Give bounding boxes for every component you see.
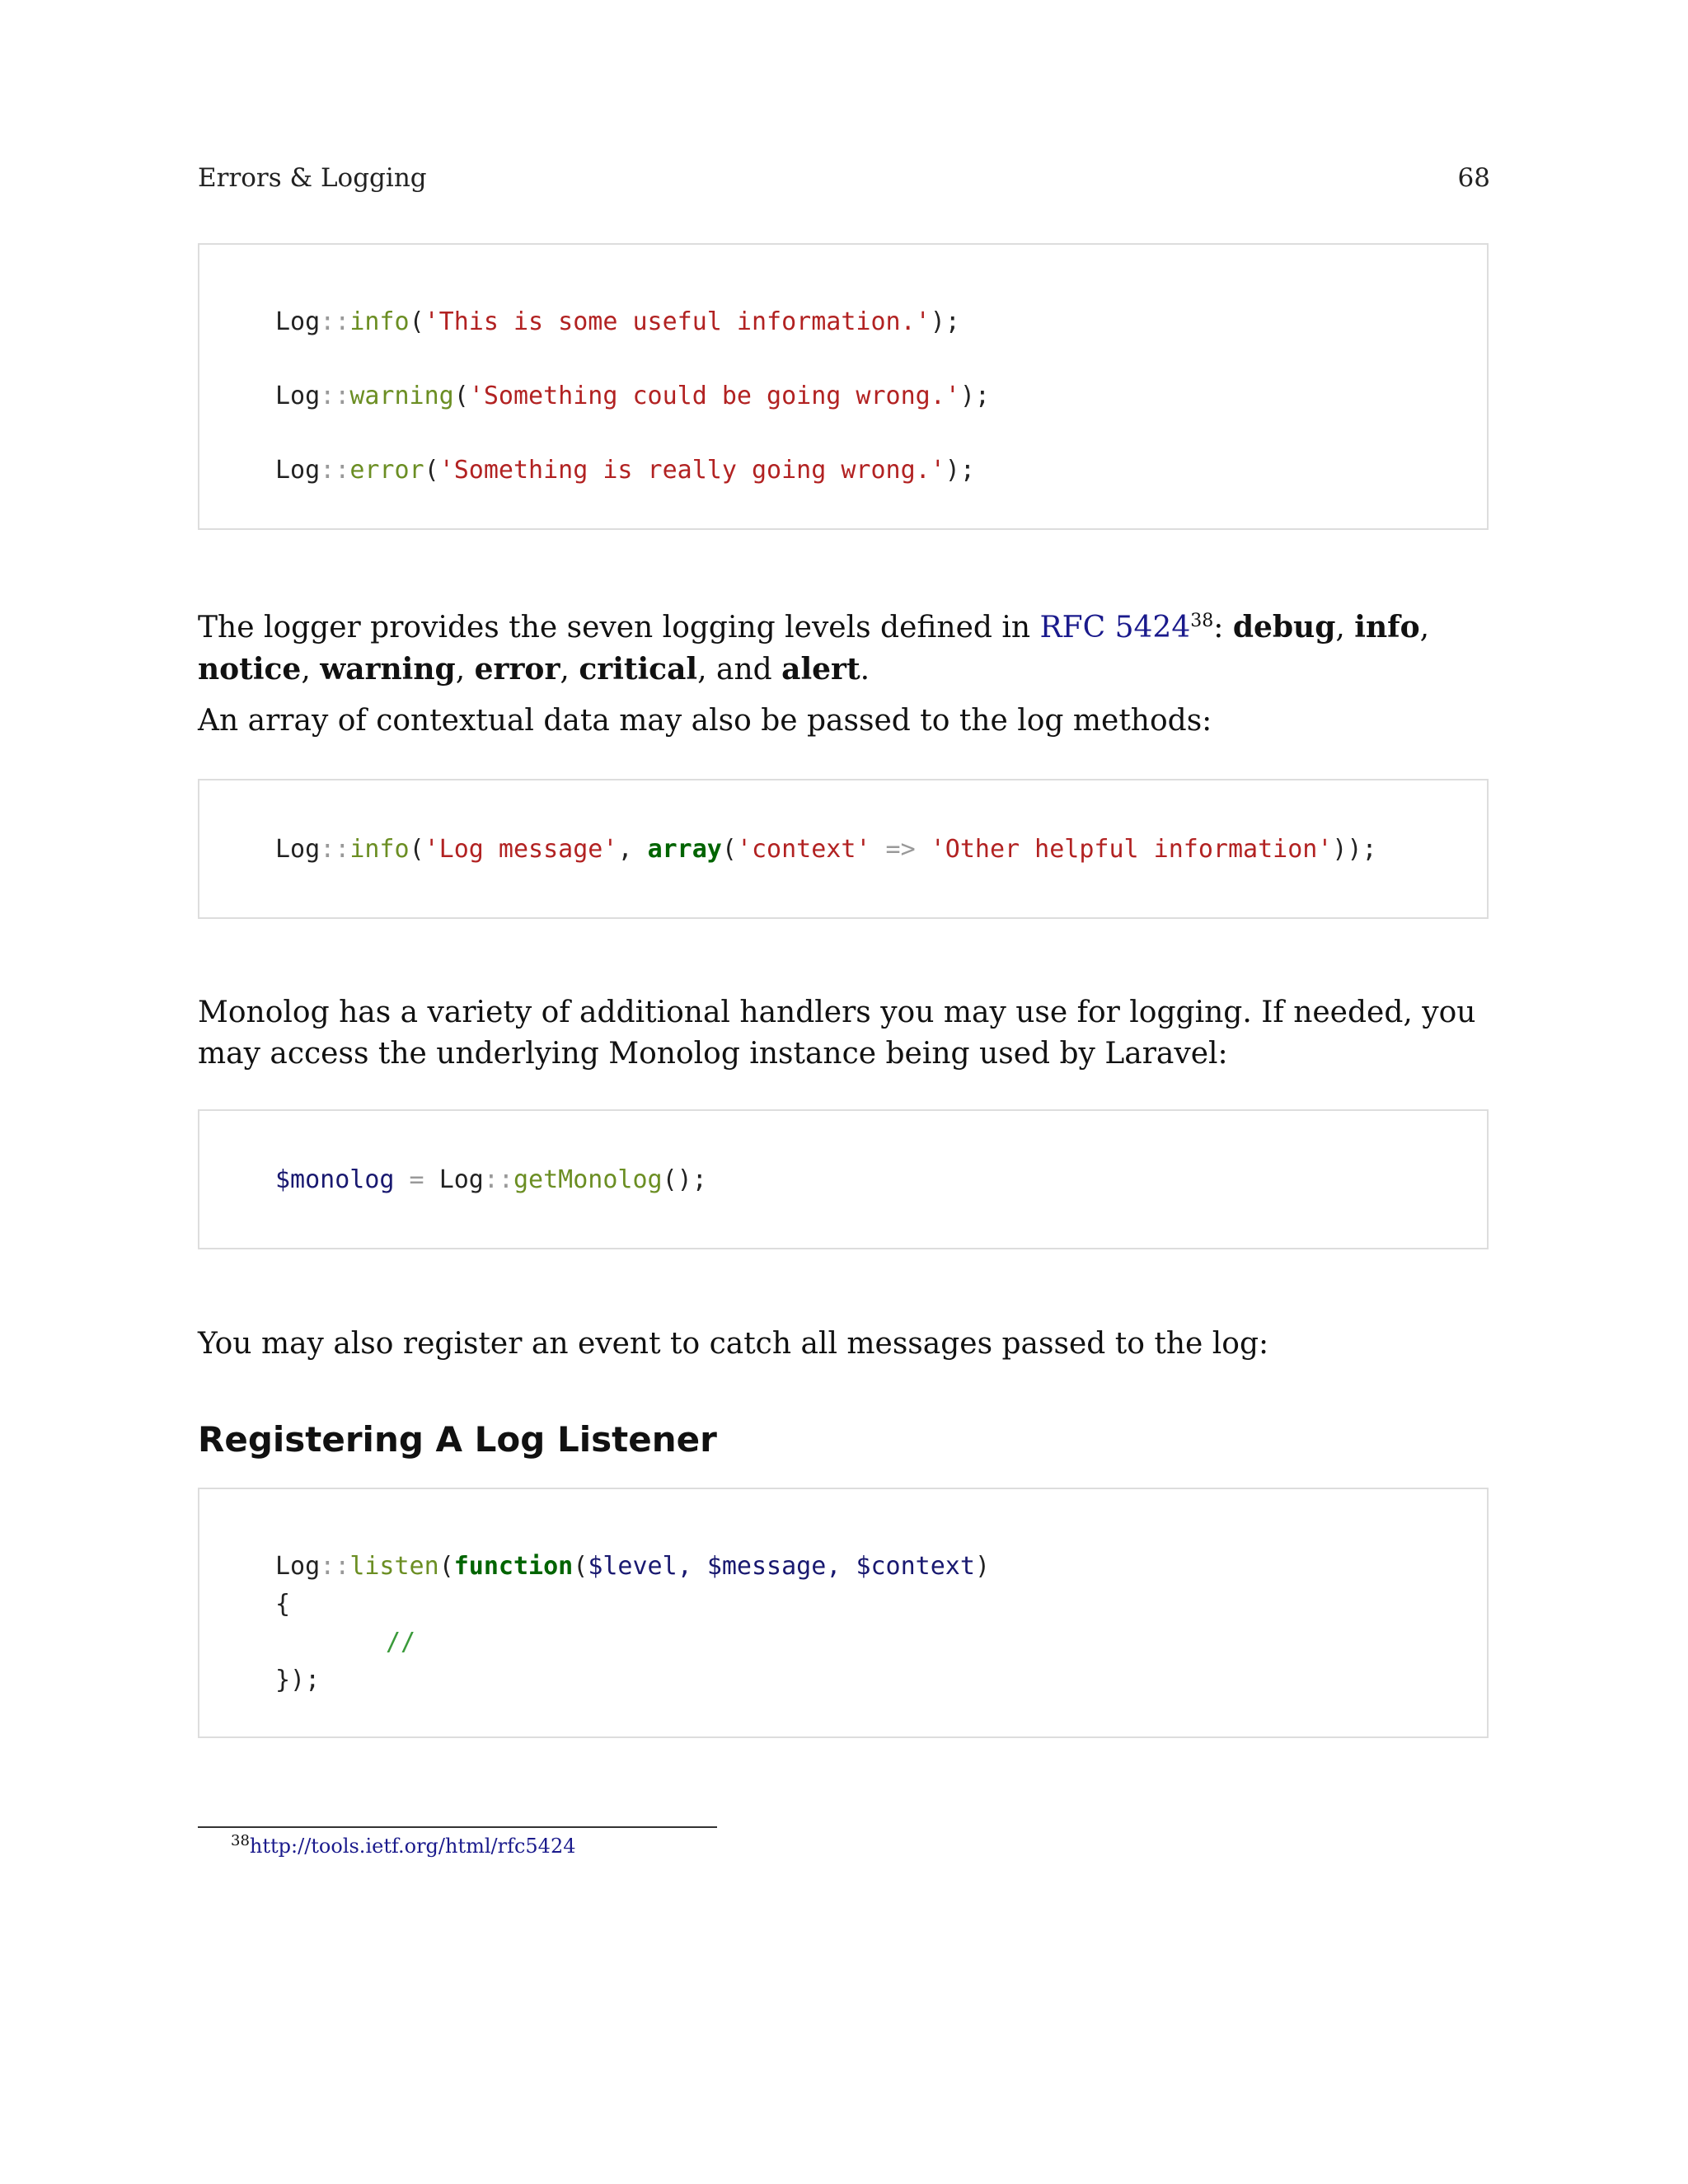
page-number: 68 bbox=[1457, 163, 1490, 193]
text: : bbox=[1213, 611, 1233, 644]
text: , bbox=[1335, 611, 1355, 644]
code-token: ( bbox=[438, 1552, 454, 1581]
code-comment: // bbox=[386, 1628, 416, 1657]
code-token: ( bbox=[409, 835, 424, 864]
rfc-link[interactable]: RFC 5424 bbox=[1039, 611, 1191, 644]
code-line bbox=[386, 1624, 415, 1661]
code-line bbox=[275, 304, 960, 340]
code-line bbox=[275, 1162, 707, 1198]
code-token: listen bbox=[349, 1552, 439, 1581]
text: , and bbox=[697, 653, 782, 687]
footnote-number: 38 bbox=[231, 1832, 250, 1849]
code-token: 'Something could be going wrong.' bbox=[468, 382, 960, 410]
code-token: :: bbox=[320, 1552, 350, 1581]
code-token: :: bbox=[320, 382, 350, 410]
paragraph-contextual-data: An array of contextual data may also be passed to the log methods: bbox=[198, 704, 1212, 738]
paragraph-monolog: Monolog has a variety of additional handlers you may use for logging. If needed, you may access the underlying Monolog instance being used by Laravel: bbox=[198, 996, 1476, 1071]
code-line bbox=[275, 1549, 990, 1585]
code-token: Log bbox=[275, 307, 321, 336]
code-token: = bbox=[394, 1165, 439, 1194]
code-token: => bbox=[870, 835, 931, 864]
code-token: 'context' bbox=[736, 835, 871, 864]
code-token: }); bbox=[275, 1666, 321, 1694]
code-token: { bbox=[275, 1590, 291, 1619]
code-token: 'Other helpful information' bbox=[930, 835, 1333, 864]
code-token: ); bbox=[959, 382, 990, 410]
page-header bbox=[198, 160, 1490, 196]
running-title: Errors & Logging bbox=[198, 163, 427, 193]
code-token: warning bbox=[349, 382, 454, 410]
level-notice: notice bbox=[198, 652, 302, 687]
code-block-context bbox=[198, 779, 1489, 919]
code-token: )); bbox=[1332, 835, 1377, 864]
code-token: ( bbox=[424, 456, 439, 485]
code-token: (); bbox=[662, 1165, 707, 1194]
code-token: 'Something is really going wrong.' bbox=[438, 456, 945, 485]
code-token: 'This is some useful information.' bbox=[424, 307, 931, 336]
code-block-get-monolog bbox=[198, 1109, 1489, 1249]
footnote bbox=[231, 1832, 576, 1858]
code-token: Log bbox=[438, 1165, 484, 1194]
section-heading: Registering A Log Listener bbox=[198, 1419, 717, 1460]
code-token: $context bbox=[856, 1552, 975, 1581]
paragraph-register-event: You may also register an event to catch all messages passed to the log: bbox=[198, 1327, 1269, 1361]
code-token: $message bbox=[706, 1552, 827, 1581]
code-token: ( bbox=[721, 835, 737, 864]
footnote-divider bbox=[198, 1826, 717, 1828]
code-token: Log bbox=[275, 835, 321, 864]
text: , bbox=[301, 653, 321, 687]
code-token: ( bbox=[409, 307, 424, 336]
code-token: 'Log message' bbox=[424, 835, 618, 864]
level-error: error bbox=[474, 652, 560, 687]
code-token: info bbox=[349, 835, 410, 864]
footnote-ref[interactable]: 38 bbox=[1190, 611, 1214, 631]
code-token: ) bbox=[974, 1552, 990, 1581]
text: , bbox=[455, 653, 475, 687]
code-line bbox=[275, 1586, 290, 1623]
code-token: $level bbox=[588, 1552, 678, 1581]
paragraph-logging-levels bbox=[198, 607, 1490, 691]
level-debug: debug bbox=[1232, 610, 1336, 644]
code-token: array bbox=[647, 835, 722, 864]
text: , bbox=[1419, 611, 1430, 644]
code-token: Log bbox=[275, 382, 321, 410]
code-token: :: bbox=[320, 307, 350, 336]
code-block-listener bbox=[198, 1488, 1489, 1738]
code-token: $monolog bbox=[275, 1165, 395, 1194]
level-alert: alert bbox=[781, 652, 860, 687]
text: The logger provides the seven logging levels defined in bbox=[198, 611, 1040, 644]
code-token: ); bbox=[945, 456, 975, 485]
code-token: ( bbox=[573, 1552, 588, 1581]
text: . bbox=[860, 653, 870, 687]
code-token: error bbox=[349, 456, 424, 485]
code-token: function bbox=[453, 1552, 574, 1581]
level-info: info bbox=[1354, 610, 1420, 644]
code-token: ); bbox=[930, 307, 960, 336]
code-token: ( bbox=[453, 382, 469, 410]
code-line bbox=[275, 452, 975, 489]
code-block-log-levels bbox=[198, 243, 1489, 530]
code-token: :: bbox=[483, 1165, 513, 1194]
code-line bbox=[275, 1662, 320, 1699]
text: , bbox=[560, 653, 579, 687]
code-token: getMonolog bbox=[513, 1165, 663, 1194]
code-token: info bbox=[349, 307, 410, 336]
code-line bbox=[275, 832, 1377, 868]
code-line bbox=[275, 378, 990, 415]
code-token: Log bbox=[275, 1552, 321, 1581]
level-critical: critical bbox=[579, 652, 698, 687]
code-token: Log bbox=[275, 456, 321, 485]
code-token: , bbox=[826, 1552, 856, 1581]
footnote-link[interactable]: http://tools.ietf.org/html/rfc5424 bbox=[249, 1835, 576, 1858]
code-token: :: bbox=[320, 835, 350, 864]
code-token: :: bbox=[320, 456, 350, 485]
code-token: , bbox=[617, 835, 648, 864]
code-token: , bbox=[677, 1552, 707, 1581]
level-warning: warning bbox=[320, 652, 456, 687]
